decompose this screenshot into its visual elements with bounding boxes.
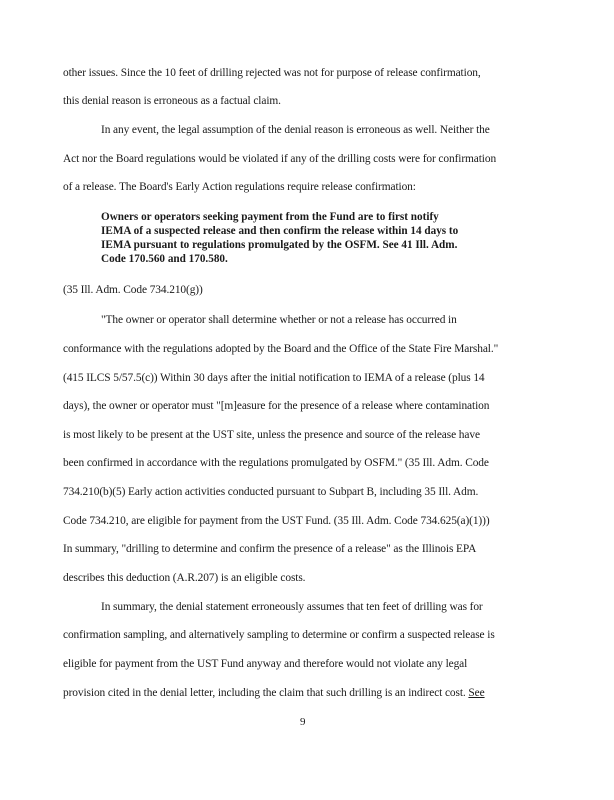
body-text-line: describes this deduction (A.R.207) is an eligible costs. [63,572,306,584]
block-quote-line: IEMA pursuant to regulations promulgated by the OSFM. See 41 Ill. Adm. [101,239,458,251]
body-text-line: days), the owner or operator must "[m]easure for the presence of a release where contamination [63,400,490,412]
body-text-line: confirmation sampling, and alternatively sampling to determine or confirm a suspected release is [63,629,495,641]
body-text-line: In summary, "drilling to determine and confirm the presence of a release" as the Illinois EPA [63,543,477,555]
body-text-line: In summary, the denial statement erroneously assumes that ten feet of drilling was for [101,601,483,613]
body-text-line: other issues. Since the 10 feet of drilling rejected was not for purpose of release confirmation, [63,67,481,79]
page-number: 9 [300,716,306,728]
see-signal: See [468,687,485,699]
body-text-line: 734.210(b)(5) Early action activities conducted pursuant to Subpart B, including 35 Ill. Adm. [63,486,479,498]
body-text-line: (415 ILCS 5/57.5(c)) Within 30 days after the initial notification to IEMA of a release (plus 14 [63,372,485,384]
body-text-line [63,686,485,700]
body-text-line: eligible for payment from the UST Fund anyway and therefore would not violate any legal [63,658,468,670]
body-text-line: of a release. The Board's Early Action regulations require release confirmation: [63,181,416,193]
body-text-line: Code 734.210, are eligible for payment from the UST Fund. (35 Ill. Adm. Code 734.625(a)(1))) [63,515,490,527]
body-text-span: provision cited in the denial letter, including the claim that such drilling is an indirect cost. [63,687,466,699]
block-quote-line: Code 170.560 and 170.580. [101,253,228,265]
body-text-line: this denial reason is erroneous as a factual claim. [63,95,281,107]
body-text-line: In any event, the legal assumption of the denial reason is erroneous as well. Neither the [101,124,490,136]
citation: (35 Ill. Adm. Code 734.210(g)) [63,284,203,296]
block-quote-line: IEMA of a suspected release and then confirm the release within 14 days to [101,225,459,237]
body-text-line: is most likely to be present at the UST site, unless the presence and source of the release have [63,429,480,441]
body-text-line: "The owner or operator shall determine whether or not a release has occurred in [101,314,457,326]
block-quote-line: Owners or operators seeking payment from the Fund are to first notify [101,211,439,223]
body-text-line: been confirmed in accordance with the regulations promulgated by OSFM." (35 Ill. Adm. Code [63,457,489,469]
body-text-line: Act nor the Board regulations would be violated if any of the drilling costs were for confirmation [63,153,497,165]
body-text-line: conformance with the regulations adopted by the Board and the Office of the State Fire Marshal." [63,343,499,355]
